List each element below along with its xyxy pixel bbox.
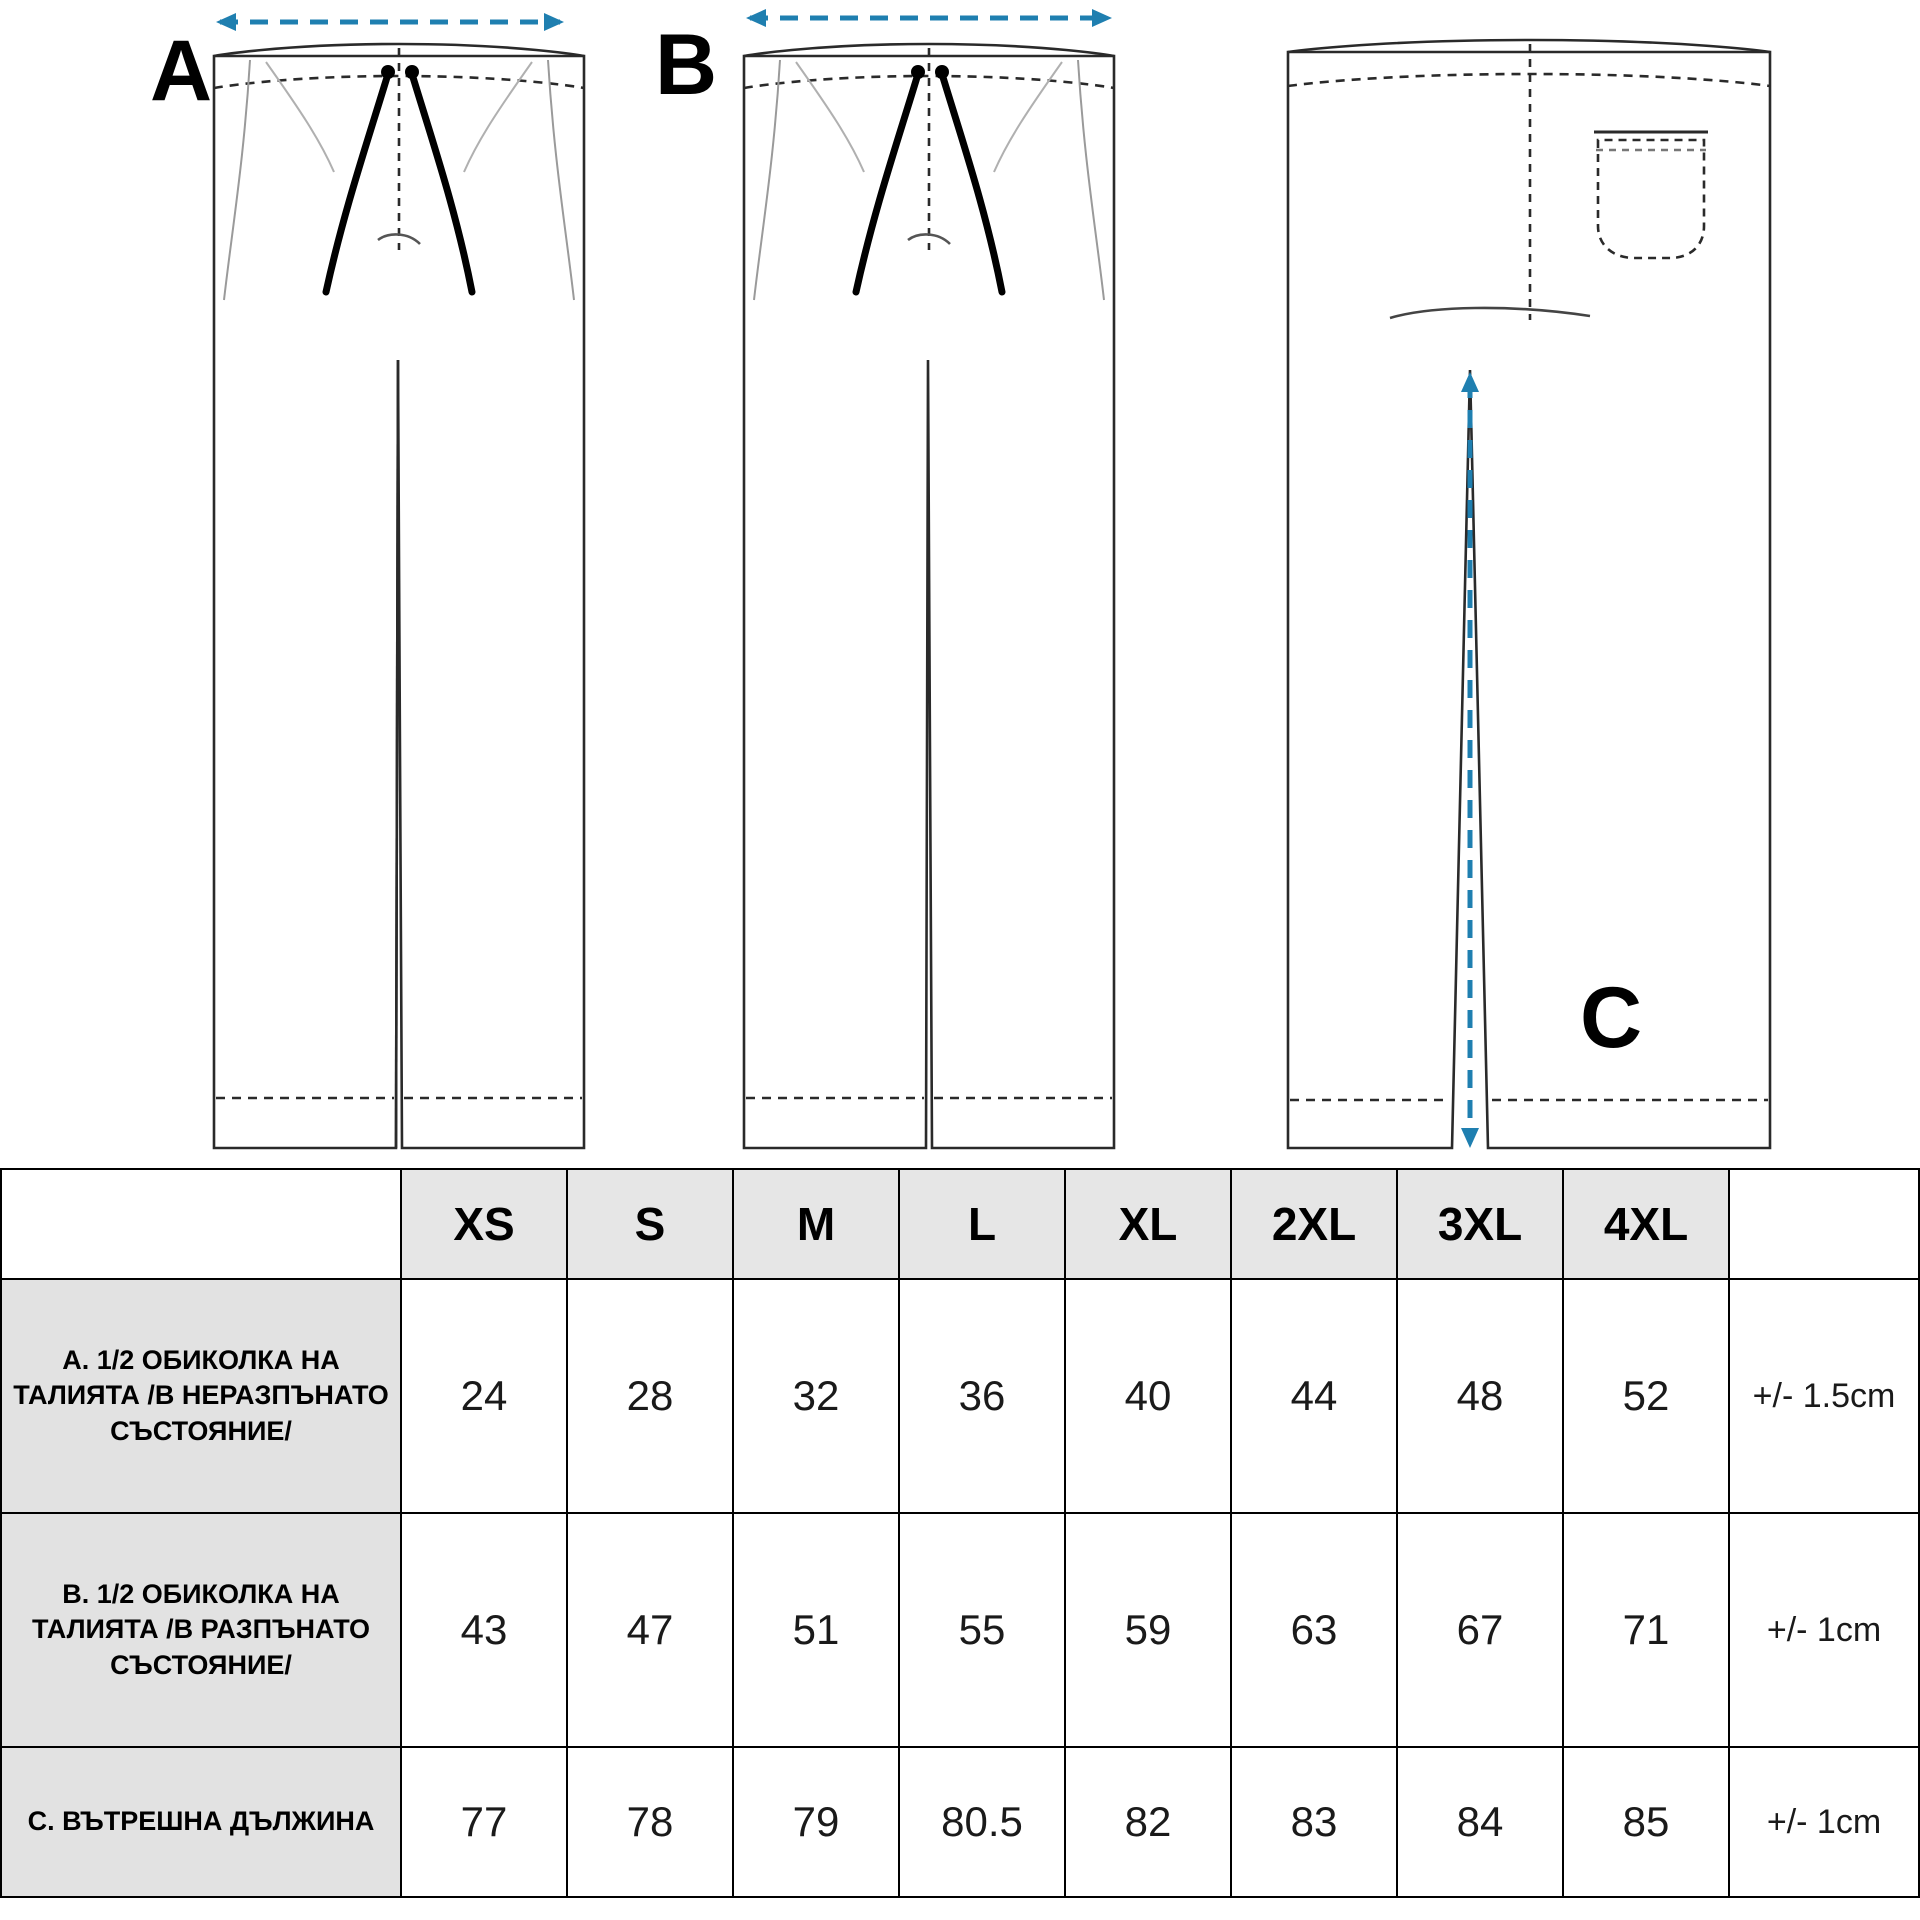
size-table — [0, 1168, 1920, 1898]
measure-arrow-b — [746, 9, 1112, 27]
cell-b-3xl: 67 — [1397, 1513, 1563, 1747]
cell-b-s: 47 — [567, 1513, 733, 1747]
cell-b-xl: 59 — [1065, 1513, 1231, 1747]
cell-b-xs: 43 — [401, 1513, 567, 1747]
row-label-a: A. 1/2 ОБИКОЛКА НА ТАЛИЯТА /В НЕРАЗПЪНАТО СЪСТОЯНИЕ/ — [1, 1279, 401, 1513]
header-size-xl: XL — [1065, 1169, 1231, 1279]
cell-c-4xl: 85 — [1563, 1747, 1729, 1897]
header-size-l: L — [899, 1169, 1065, 1279]
cell-b-m: 51 — [733, 1513, 899, 1747]
cell-c-m: 79 — [733, 1747, 899, 1897]
cell-c-2xl: 83 — [1231, 1747, 1397, 1897]
header-size-3xl: 3XL — [1397, 1169, 1563, 1279]
cell-a-2xl: 44 — [1231, 1279, 1397, 1513]
figure-label-a: A — [150, 23, 213, 119]
tolerance-b: +/- 1cm — [1729, 1513, 1919, 1747]
cell-a-3xl: 48 — [1397, 1279, 1563, 1513]
cell-c-xl: 82 — [1065, 1747, 1231, 1897]
header-size-2xl: 2XL — [1231, 1169, 1397, 1279]
measure-arrow-c — [1461, 372, 1479, 1148]
cell-c-3xl: 84 — [1397, 1747, 1563, 1897]
figure-b-front-pants-stretched — [660, 0, 1220, 1168]
cell-c-s: 78 — [567, 1747, 733, 1897]
header-size-4xl: 4XL — [1563, 1169, 1729, 1279]
pants-back-c-drawing — [1230, 0, 1850, 1168]
cell-a-l: 36 — [899, 1279, 1065, 1513]
figure-c-back-pants — [1230, 0, 1850, 1168]
pants-front-b-drawing — [660, 0, 1220, 1168]
table-row — [1, 1513, 1919, 1747]
cell-b-4xl: 71 — [1563, 1513, 1729, 1747]
pants-front-a-drawing — [120, 0, 680, 1168]
measure-arrow-a — [216, 13, 564, 31]
cell-a-4xl: 52 — [1563, 1279, 1729, 1513]
tolerance-a: +/- 1.5cm — [1729, 1279, 1919, 1513]
header-size-xs: XS — [401, 1169, 567, 1279]
table-row — [1, 1747, 1919, 1897]
row-label-c: C. ВЪТРЕШНА ДЪЛЖИНА — [1, 1747, 401, 1897]
tolerance-c: +/- 1cm — [1729, 1747, 1919, 1897]
row-label-b: B. 1/2 ОБИКОЛКА НА ТАЛИЯТА /В РАЗПЪНАТО СЪСТОЯНИЕ/ — [1, 1513, 401, 1747]
table-row — [1, 1279, 1919, 1513]
cell-a-s: 28 — [567, 1279, 733, 1513]
header-size-m: M — [733, 1169, 899, 1279]
header-corner-right — [1729, 1169, 1919, 1279]
table-header-row — [1, 1169, 1919, 1279]
cell-a-m: 32 — [733, 1279, 899, 1513]
cell-b-2xl: 63 — [1231, 1513, 1397, 1747]
cell-c-xs: 77 — [401, 1747, 567, 1897]
figure-label-c: C — [1580, 970, 1643, 1066]
figure-a-front-pants — [120, 0, 680, 1168]
cell-a-xs: 24 — [401, 1279, 567, 1513]
cell-a-xl: 40 — [1065, 1279, 1231, 1513]
cell-b-l: 55 — [899, 1513, 1065, 1747]
header-size-s: S — [567, 1169, 733, 1279]
header-corner-left — [1, 1169, 401, 1279]
cell-c-l: 80.5 — [899, 1747, 1065, 1897]
figure-label-b: B — [655, 17, 718, 113]
